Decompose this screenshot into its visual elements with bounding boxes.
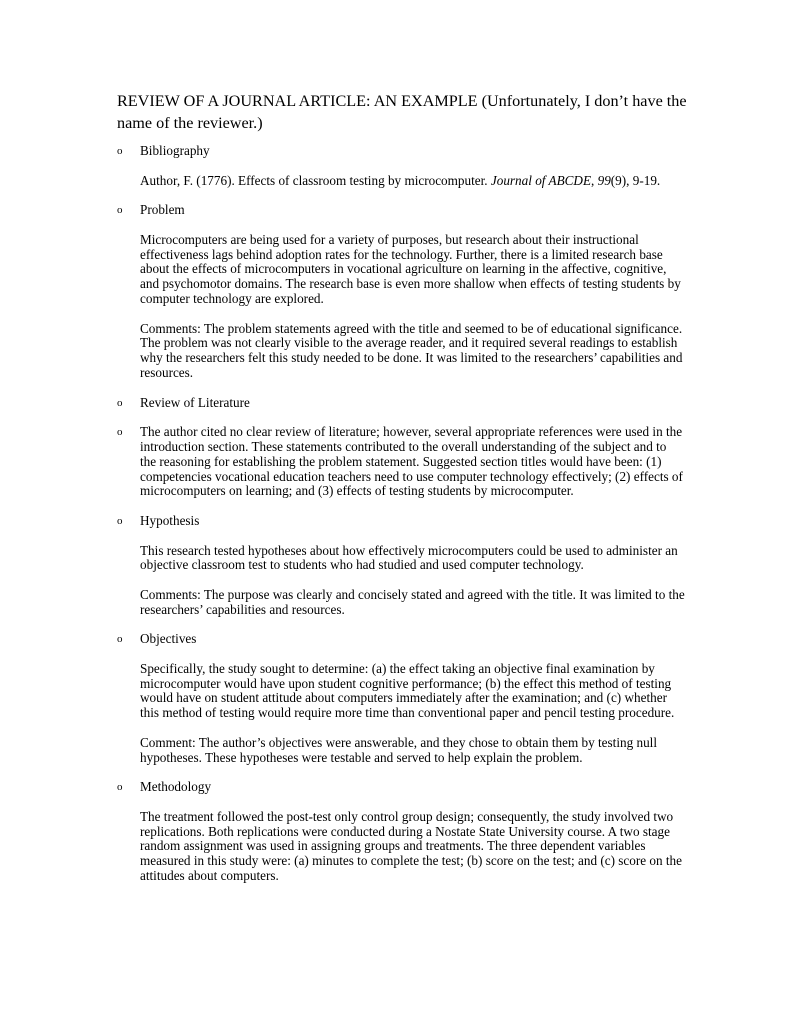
- section-heading-objectives: o Objectives: [117, 631, 197, 647]
- text-line: effectiveness lags behind adoption rates for the technology. Further, there is a limited research base: [140, 246, 663, 262]
- text-line: this method of testing would require more time than conventional paper and pencil testing procedure.: [140, 705, 675, 721]
- text-line: Comment: The author’s objectives were answerable, and they chose to obtain them by testing null: [140, 734, 657, 750]
- text-line: introduction section. These statements contributed to the overall understanding of the subject and to: [140, 438, 667, 454]
- text-line: resources.: [140, 364, 194, 380]
- text-line: and psychomotor domains. The research base is even more shallow when effects of testing students by: [140, 276, 681, 292]
- text-line: hypotheses. These hypotheses were testable and served to help explain the problem.: [140, 749, 583, 765]
- text-line: microcomputers on learning; and (3) effects of testing students by microcomputer.: [140, 483, 574, 499]
- text-line: about the effects of microcomputers in vocational agriculture on learning in the affective, cognitive,: [140, 261, 667, 277]
- document-title: [117, 90, 687, 134]
- hypothesis-comments: [117, 588, 687, 618]
- bullet-icon: o: [117, 781, 123, 794]
- text-line: measured in this study were: (a) minutes to complete the test; (b) score on the test; and (c) score on the: [140, 853, 682, 869]
- text-line: random assignment was used in assigning groups and treatments. The three dependent variables: [140, 838, 646, 854]
- text-line: Comments: The purpose was clearly and concisely stated and agreed with the title. It was limited to the: [140, 586, 685, 602]
- text-line: would have on student attitude about computers immediately after the examination; and (c) whether: [140, 690, 667, 706]
- bullet-icon: o: [117, 514, 123, 527]
- text-line: objective classroom test to students who had studied and used computer technology.: [140, 557, 584, 573]
- section-heading-problem: o Problem: [117, 202, 185, 218]
- title-line: REVIEW OF A JOURNAL ARTICLE: AN EXAMPLE (Unfortunately, I don’t have the: [117, 92, 687, 110]
- text-line: Microcomputers are being used for a variety of purposes, but research about their instructional: [140, 231, 639, 247]
- literature-paragraph: [117, 425, 687, 499]
- text-line: The problem was not clearly visible to the average reader, and it required several readings to establish: [140, 335, 678, 351]
- text-line: The author cited no clear review of literature; however, several appropriate references were used in the: [140, 424, 683, 440]
- title-line: name of the reviewer.): [117, 114, 263, 132]
- text-line: competencies vocational education teachers need to use computer technology effectively; (2) effects of: [140, 468, 683, 484]
- text-line: researchers’ capabilities and resources.: [140, 601, 345, 617]
- text-line: microcomputer would have upon student cognitive performance; (b) the effect this method of testing: [140, 675, 672, 691]
- bullet-icon: o: [117, 426, 123, 439]
- citation: Author, F. (1776). Effects of classroom testing by microcomputer. Journal of ABCDE, 99(9), 9-19.: [140, 172, 661, 188]
- document-page: [117, 90, 687, 899]
- text-line: attitudes about computers.: [140, 868, 279, 884]
- text-line: The treatment followed the post-test only control group design; consequently, the study involved two: [140, 808, 674, 824]
- text-line: Comments: The problem statements agreed with the title and seemed to be of educational significance.: [140, 320, 683, 336]
- section-heading-hypothesis: o Hypothesis: [117, 512, 200, 528]
- section-heading-bibliography: o Bibliography: [117, 143, 210, 158]
- section-heading-literature: o Review of Literature: [117, 394, 250, 410]
- hypothesis-paragraph: [117, 544, 687, 574]
- bullet-icon: o: [117, 633, 123, 646]
- text-line: replications. Both replications were conducted during a Nostate State University course. A two stage: [140, 823, 670, 839]
- bullet-icon: o: [117, 145, 123, 157]
- text-line: the reasoning for establishing the problem statement. Suggested section titles would have been: (1): [140, 453, 662, 469]
- text-line: why the researchers felt this study needed to be done. It was limited to the researchers’ capabilities and: [140, 350, 683, 366]
- objectives-paragraph: [117, 662, 687, 721]
- bullet-icon: o: [117, 204, 123, 217]
- problem-comments: [117, 322, 687, 381]
- problem-paragraph: [117, 233, 687, 307]
- text-line: computer technology are explored.: [140, 290, 324, 306]
- objectives-comments: [117, 736, 687, 766]
- text-line: Specifically, the study sought to determine: (a) the effect taking an objective final examination by: [140, 660, 655, 676]
- text-line: This research tested hypotheses about how effectively microcomputers could be used to administer an: [140, 542, 678, 558]
- section-heading-methodology: o Methodology: [117, 779, 212, 795]
- bullet-icon: o: [117, 396, 123, 409]
- methodology-paragraph: [117, 810, 687, 884]
